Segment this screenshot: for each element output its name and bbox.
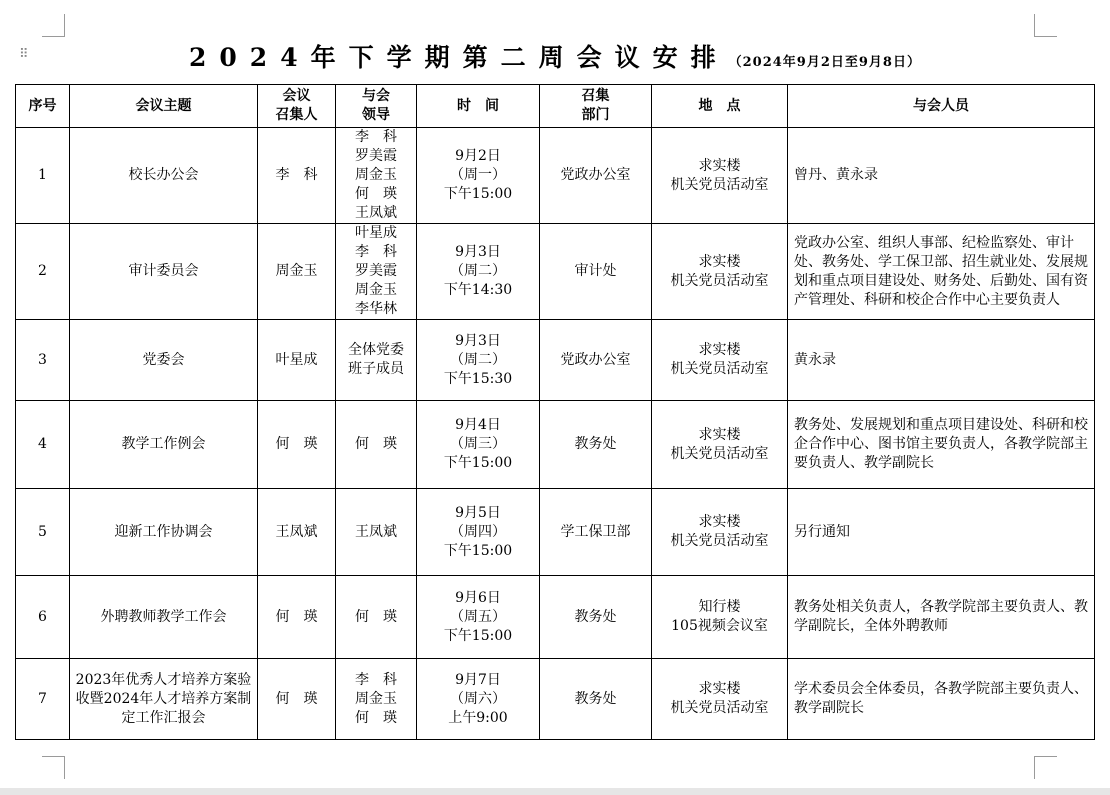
cell-time: 9月6日 （周五） 下午15:00 [417, 576, 540, 659]
cell-dept: 教务处 [540, 576, 652, 659]
cell-location: 求实楼 机关党员活动室 [652, 401, 788, 489]
cell-dept: 学工保卫部 [540, 489, 652, 576]
cell-attendees: 党政办公室、组织人事部、纪检监察处、审计处、教务处、学工保卫部、招生就业处、发展规划和重点项目建设处、财务处、后勤处、国有资产管理处、科研和校企合作中心主要负责人 [788, 224, 1095, 320]
cell-location: 求实楼 机关党员活动室 [652, 128, 788, 224]
cell-dept: 党政办公室 [540, 320, 652, 401]
cell-topic: 校长办公会 [70, 128, 258, 224]
cell-dept: 审计处 [540, 224, 652, 320]
cell-dept: 党政办公室 [540, 128, 652, 224]
cell-attendees: 黄永录 [788, 320, 1095, 401]
cell-time: 9月5日 （周四） 下午15:00 [417, 489, 540, 576]
cell-attendees: 曾丹、黄永录 [788, 128, 1095, 224]
header-topic: 会议主题 [70, 85, 258, 128]
page-corner-mark [1034, 756, 1057, 779]
table-row [16, 224, 1095, 320]
cell-leaders: 何 瑛 [336, 576, 417, 659]
header-leaders: 与会 领导 [336, 85, 417, 128]
cell-index: 6 [16, 576, 70, 659]
table-row [16, 128, 1095, 224]
cell-convener: 叶星成 [258, 320, 336, 401]
page-corner-mark [42, 14, 65, 37]
header-convener: 会议 召集人 [258, 85, 336, 128]
cell-index: 2 [16, 224, 70, 320]
cell-attendees: 另行通知 [788, 489, 1095, 576]
cell-leaders: 王凤斌 [336, 489, 417, 576]
table-row [16, 489, 1095, 576]
cell-convener: 何 瑛 [258, 401, 336, 489]
cell-location: 求实楼 机关党员活动室 [652, 659, 788, 740]
cell-topic: 审计委员会 [70, 224, 258, 320]
header-dept: 召集 部门 [540, 85, 652, 128]
cell-topic: 外聘教师教学工作会 [70, 576, 258, 659]
cell-time: 9月3日 （周二） 下午15:30 [417, 320, 540, 401]
cell-time: 9月2日 （周一） 下午15:00 [417, 128, 540, 224]
cell-attendees: 教务处相关负责人，各教学院部主要负责人、教学副院长，全体外聘教师 [788, 576, 1095, 659]
table-row [16, 659, 1095, 740]
cell-index: 7 [16, 659, 70, 740]
cell-attendees: 学术委员会全体委员，各教学院部主要负责人、教学副院长 [788, 659, 1095, 740]
window-bottom-edge [0, 788, 1110, 795]
cell-convener: 李 科 [258, 128, 336, 224]
cell-leaders: 李 科 罗美霞 周金玉 何 瑛 王凤斌 [336, 128, 417, 224]
cell-convener: 王凤斌 [258, 489, 336, 576]
document-title [0, 38, 1110, 74]
table-row [16, 320, 1095, 401]
table-header-row [16, 85, 1095, 128]
header-index: 序号 [16, 85, 70, 128]
meeting-schedule-table [15, 84, 1095, 740]
cell-convener: 何 瑛 [258, 659, 336, 740]
cell-index: 3 [16, 320, 70, 401]
header-attendees: 与会人员 [788, 85, 1095, 128]
table-row [16, 576, 1095, 659]
cell-location: 知行楼 105视频会议室 [652, 576, 788, 659]
cell-time: 9月3日 （周二） 下午14:30 [417, 224, 540, 320]
title-date-range: （2024年9月2日至9月8日） [728, 55, 921, 70]
cell-index: 4 [16, 401, 70, 489]
cell-attendees: 教务处、发展规划和重点项目建设处、科研和校企合作中心、图书馆主要负责人，各教学院部主要负责人、教学副院长 [788, 401, 1095, 489]
table-row [16, 401, 1095, 489]
cell-dept: 教务处 [540, 659, 652, 740]
cell-index: 5 [16, 489, 70, 576]
cell-topic: 迎新工作协调会 [70, 489, 258, 576]
cell-topic: 教学工作例会 [70, 401, 258, 489]
cell-convener: 何 瑛 [258, 576, 336, 659]
cell-convener: 周金玉 [258, 224, 336, 320]
cell-leaders: 李 科 周金玉 何 瑛 [336, 659, 417, 740]
cell-dept: 教务处 [540, 401, 652, 489]
header-location: 地 点 [652, 85, 788, 128]
page-corner-mark [1034, 14, 1057, 37]
cell-index: 1 [16, 128, 70, 224]
cell-location: 求实楼 机关党员活动室 [652, 320, 788, 401]
table-drag-handle-icon[interactable]: ⠿ [19, 47, 29, 62]
page-corner-mark [42, 756, 65, 779]
cell-leaders: 全体党委 班子成员 [336, 320, 417, 401]
title-main: 2024年下学期第二周会议安排 [189, 43, 729, 72]
cell-leaders: 叶星成 李 科 罗美霞 周金玉 李华林 [336, 224, 417, 320]
cell-time: 9月4日 （周三） 下午15:00 [417, 401, 540, 489]
cell-location: 求实楼 机关党员活动室 [652, 224, 788, 320]
cell-time: 9月7日 （周六） 上午9:00 [417, 659, 540, 740]
cell-topic: 党委会 [70, 320, 258, 401]
header-time: 时 间 [417, 85, 540, 128]
cell-topic: 2023年优秀人才培养方案验收暨2024年人才培养方案制定工作汇报会 [70, 659, 258, 740]
cell-leaders: 何 瑛 [336, 401, 417, 489]
cell-location: 求实楼 机关党员活动室 [652, 489, 788, 576]
